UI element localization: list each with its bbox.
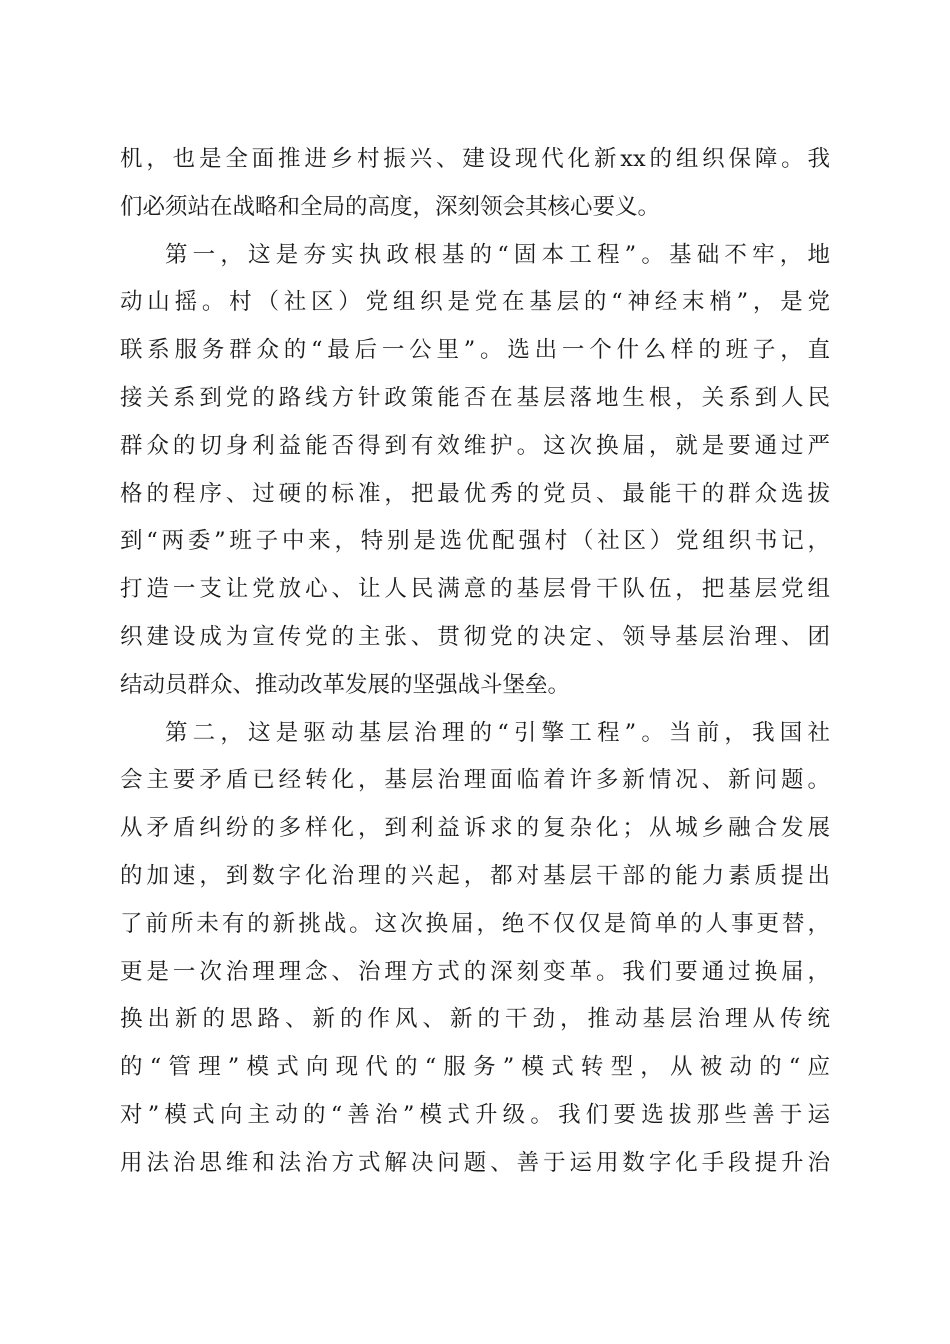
text-line: 联系服务群众的“最后一公里”。选出一个什么样的班子，直: [120, 337, 830, 364]
text-line: 的“管理”模式向现代的“服务”模式转型，从被动的“应: [120, 1054, 830, 1081]
text-line: 结动员群众、推动改革发展的坚强战斗堡垒。: [120, 671, 571, 698]
paragraph-first-line: 第二，这是驱动基层治理的“引擎工程”。当前，我国社: [165, 719, 830, 746]
text-line: 到“两委”班子中来，特别是选优配强村（社区）党组织书记，: [120, 528, 830, 555]
text-line: 换出新的思路、新的作风、新的干劲，推动基层治理从传统: [120, 1006, 830, 1033]
text-line: 动山摇。村（社区）党组织是党在基层的“神经末梢”，是党: [120, 289, 830, 316]
text-line: 更是一次治理理念、治理方式的深刻变革。我们要通过换届，: [120, 958, 830, 985]
text-line: 对”模式向主动的“善治”模式升级。我们要选拔那些善于运: [120, 1101, 830, 1128]
text-line: 群众的切身利益能否得到有效维护。这次换届，就是要通过严: [120, 432, 830, 459]
text-line: 用法治思维和法治方式解决问题、善于运用数字化手段提升治: [120, 1149, 830, 1176]
text-line: 的加速，到数字化治理的兴起，都对基层干部的能力素质提出: [120, 862, 830, 889]
text-line: 格的程序、过硬的标准，把最优秀的党员、最能干的群众选拔: [120, 480, 830, 507]
text-line: 机，也是全面推进乡村振兴、建设现代化新xx的组织保障。我: [120, 146, 830, 172]
text-line: 会主要矛盾已经转化，基层治理面临着许多新情况、新问题。: [120, 767, 830, 794]
paragraph-first-line: 第一，这是夯实执政根基的“固本工程”。基础不牢，地: [165, 241, 830, 268]
text-line: 从矛盾纠纷的多样化，到利益诉求的复杂化；从城乡融合发展: [120, 815, 830, 842]
text-line: 织建设成为宣传党的主张、贯彻党的决定、领导基层治理、团: [120, 623, 830, 650]
text-line: 打造一支让党放心、让人民满意的基层骨干队伍，把基层党组: [120, 576, 830, 603]
text-line: 们必须站在战略和全局的高度，深刻领会其核心要义。: [120, 193, 661, 220]
body-text: [120, 136, 830, 1188]
text-line: 了前所未有的新挑战。这次换届，绝不仅仅是简单的人事更替，: [120, 910, 830, 937]
text-line: 接关系到党的路线方针政策能否在基层落地生根，关系到人民: [120, 384, 830, 411]
